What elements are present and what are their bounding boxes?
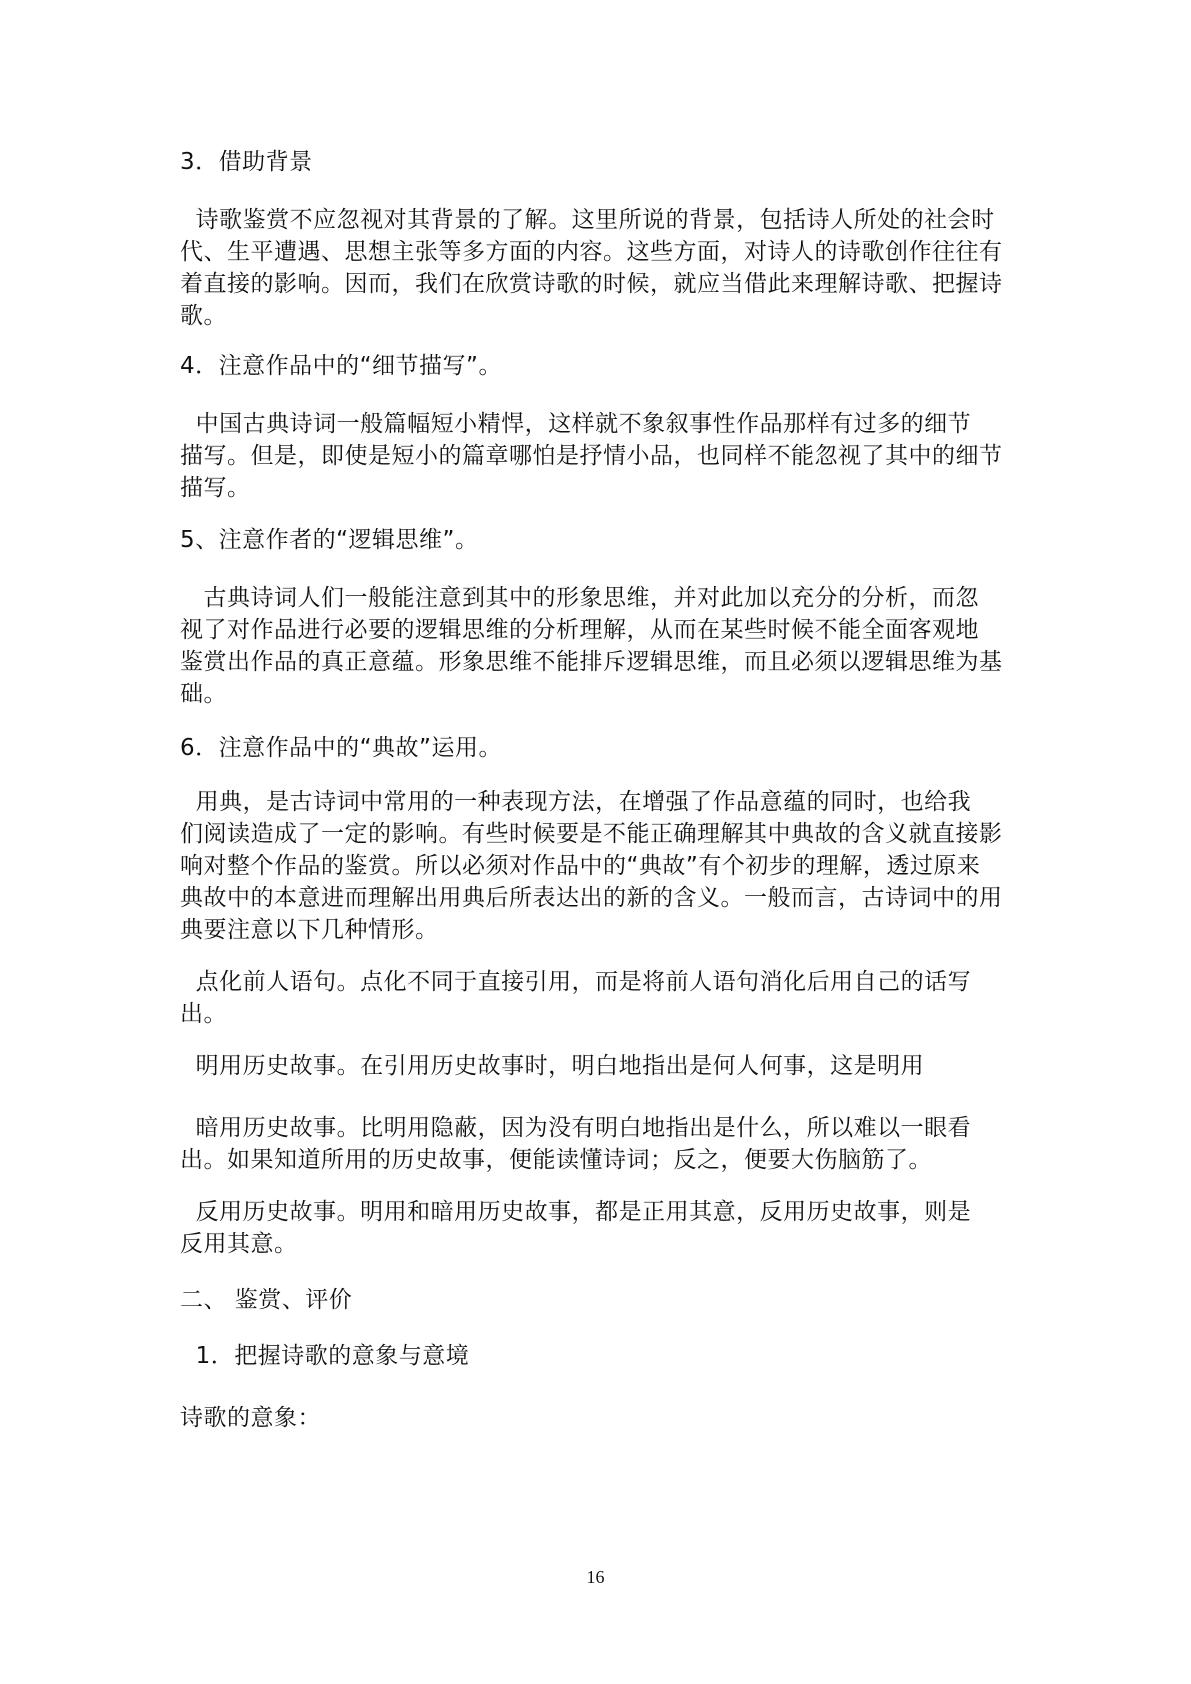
paragraph-line: 中国古典诗词一般篇幅短小精悍，这样就不象叙事性作品那样有过多的细节: [180, 411, 972, 437]
paragraph-line: 描写。: [180, 475, 251, 501]
paragraph-line: 础。: [180, 681, 227, 707]
paragraph-line: 反用历史故事。明用和暗用历史故事，都是正用其意，反用历史故事，则是: [180, 1199, 972, 1225]
paragraph-line: 出。: [180, 1001, 227, 1027]
paragraph-line: 诗歌鉴赏不应忽视对其背景的了解。这里所说的背景，包括诗人所处的社会时: [180, 207, 995, 233]
heading-6-allusion: 6．注意作品中的“典故”运用。: [180, 735, 502, 761]
subheading-1-imagery: 1．把握诗歌的意象与意境: [180, 1343, 470, 1369]
paragraph-line: 视了对作品进行必要的逻辑思维的分析理解，从而在某些时候不能全面客观地: [180, 617, 979, 643]
paragraph-line: 用典，是古诗词中常用的一种表现方法，在增强了作品意蕴的同时，也给我: [180, 789, 972, 815]
paragraph-line: 响对整个作品的鉴赏。所以必须对作品中的“典故”有个初步的理解，透过原来: [180, 853, 981, 879]
paragraph-line: 们阅读造成了一定的影响。有些时候要是不能正确理解其中典故的含义就直接影: [180, 821, 1003, 847]
paragraph-line: 明用历史故事。在引用历史故事时，明白地指出是何人何事，这是明用: [180, 1053, 925, 1079]
paragraph-line: 反用其意。: [180, 1231, 298, 1257]
paragraph-line: 典要注意以下几种情形。: [180, 917, 439, 943]
heading-5-logic: 5、注意作者的“逻辑思维”。: [180, 527, 479, 553]
paragraph-line: 典故中的本意进而理解出用典后所表达出的新的含义。一般而言，古诗词中的用: [180, 885, 1003, 911]
paragraph-line: 点化前人语句。点化不同于直接引用，而是将前人语句消化后用自己的话写: [180, 969, 972, 995]
paragraph-line: 出。如果知道所用的历史故事，便能读懂诗词；反之，便要大伤脑筋了。: [180, 1147, 932, 1173]
section-2-heading: 二、 鉴赏、评价: [180, 1287, 353, 1313]
page-number: 16: [586, 1567, 605, 1587]
heading-4-detail: 4．注意作品中的“细节描写”。: [180, 353, 502, 379]
paragraph-line: 代、生平遭遇、思想主张等多方面的内容。这些方面，对诗人的诗歌创作往往有: [180, 239, 1003, 265]
paragraph-line: 暗用历史故事。比明用隐蔽，因为没有明白地指出是什么，所以难以一眼看: [180, 1115, 972, 1141]
imagery-label: 诗歌的意象：: [180, 1405, 321, 1431]
paragraph-line: 古典诗词人们一般能注意到其中的形象思维，并对此加以充分的分析，而忽: [180, 585, 979, 611]
paragraph-line: 鉴赏出作品的真正意蕴。形象思维不能排斥逻辑思维，而且必须以逻辑思维为基: [180, 649, 1003, 675]
heading-3-background: 3．借助背景: [180, 149, 313, 175]
paragraph-line: 歌。: [180, 303, 227, 329]
paragraph-line: 着直接的影响。因而，我们在欣赏诗歌的时候，就应当借此来理解诗歌、把握诗: [180, 271, 1003, 297]
paragraph-line: 描写。但是，即使是短小的篇章哪怕是抒情小品，也同样不能忽视了其中的细节: [180, 443, 1003, 469]
